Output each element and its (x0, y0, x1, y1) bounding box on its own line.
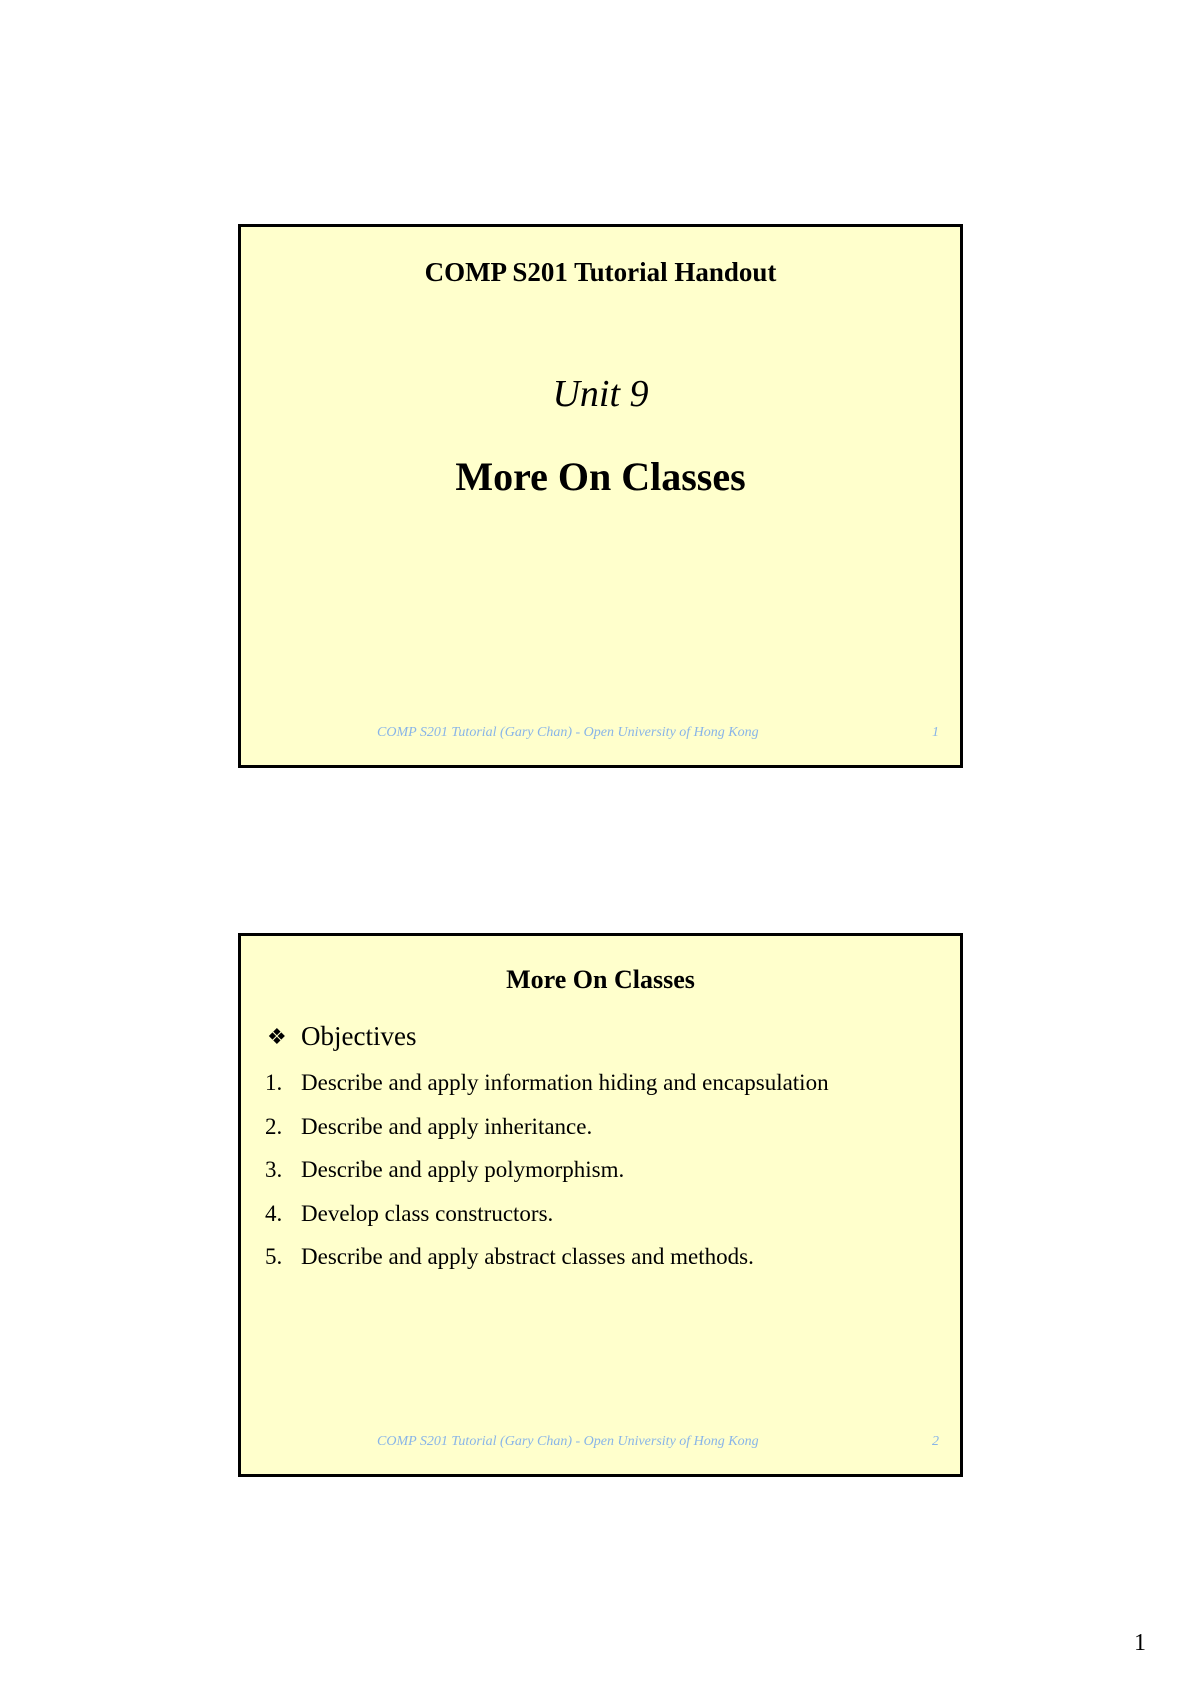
list-item (265, 1070, 829, 1114)
list-item (265, 1157, 829, 1201)
item-number: 5. (265, 1244, 283, 1269)
item-text: Describe and apply information hiding and encapsulation (301, 1070, 829, 1095)
slide-1 (238, 224, 963, 768)
objectives-heading (267, 1021, 416, 1052)
slide-title: More On Classes (506, 965, 695, 994)
list-item (265, 1201, 829, 1245)
diamond-bullet-icon: ❖ (267, 1023, 287, 1049)
item-number: 2. (265, 1113, 283, 1139)
page-number: 1 (1134, 1630, 1146, 1656)
unit-label: Unit 9 (552, 373, 649, 415)
slide-title: More On Classes (455, 454, 746, 499)
item-text: Develop class constructors. (301, 1200, 554, 1226)
slide-number: 1 (932, 725, 939, 740)
footer-text: COMP S201 Tutorial (Gary Chan) - Open University of Hong Kong (377, 1434, 759, 1449)
slide-footer (241, 725, 960, 745)
list-item (265, 1244, 829, 1288)
item-number: 1. (265, 1070, 283, 1095)
item-text: Describe and apply abstract classes and methods. (301, 1244, 754, 1269)
item-text: Describe and apply polymorphism. (301, 1157, 625, 1182)
item-number: 4. (265, 1200, 283, 1226)
slide-2 (238, 933, 963, 1477)
slide-header: COMP S201 Tutorial Handout (424, 257, 777, 287)
objectives-label: Objectives (301, 1021, 417, 1051)
slide-number: 2 (932, 1434, 939, 1449)
objectives-list (265, 1070, 829, 1288)
item-text: Describe and apply inheritance. (301, 1113, 593, 1139)
list-item (265, 1114, 829, 1158)
slide-footer (241, 1434, 960, 1454)
item-number: 3. (265, 1157, 283, 1182)
footer-text: COMP S201 Tutorial (Gary Chan) - Open University of Hong Kong (377, 725, 759, 740)
